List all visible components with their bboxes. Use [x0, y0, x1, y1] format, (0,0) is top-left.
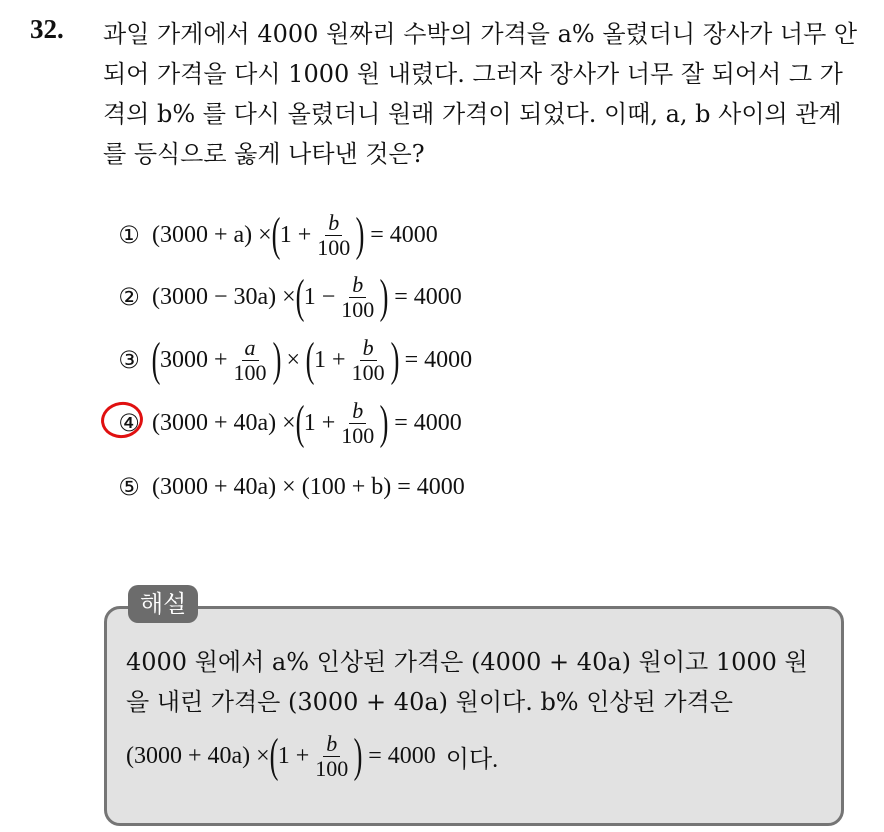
option-expression: (3000 + 40a) × (100 + b) = 4000 — [152, 473, 465, 500]
expr-tail: 이다. — [445, 746, 499, 773]
left-paren: ( — [151, 333, 161, 386]
expr-sign: 1 + — [314, 346, 346, 373]
expr-rhs: = 4000 — [404, 346, 473, 373]
fraction — [312, 732, 351, 781]
option-mark: ③ — [118, 346, 140, 374]
option-4[interactable] — [112, 395, 462, 451]
solution-text: 4000 원에서 a% 인상된 가격은 (4000 + 40a) 원이고 1000 원을 내린 가격은 (3000 + 40a) 원이다. b% 인상된 가격은 — [126, 648, 808, 716]
expr-head: (3000 + a) × — [152, 221, 272, 248]
fraction-numerator: b — [325, 211, 342, 236]
option-expression — [152, 208, 438, 261]
fraction — [314, 211, 353, 260]
option-expression — [152, 396, 462, 449]
option-expression — [151, 333, 473, 386]
question-number: 32. — [30, 14, 64, 44]
right-paren: ) — [379, 396, 389, 449]
fraction-numerator: b — [349, 399, 366, 424]
inner-fraction — [231, 336, 270, 385]
fraction-denominator: 100 — [233, 359, 267, 385]
question-text: 과일 가게에서 4000 원짜리 수박의 가격을 a% 올렸더니 장사가 너무 안 되어 가격을 다시 1000 원 내렸다. 그러자 장사가 너무 잘 되어서 그 가격의 b% 를 다시 올렸더니 원래 가격이 되었다. 이때, a, b 사이의 관계를 등식으로 옳게 나타낸 것은? — [103, 20, 858, 168]
expr-rhs: = 4000 — [394, 283, 462, 310]
expr-head: (3000 + 40a) × — [126, 742, 270, 769]
expr-rhs: = 4000 — [370, 221, 438, 248]
expr-sign: 1 + — [279, 221, 312, 248]
fraction-denominator: 100 — [341, 296, 375, 322]
right-paren: ) — [390, 333, 399, 386]
fraction-denominator: 100 — [351, 359, 385, 385]
fraction — [349, 336, 388, 385]
solution-equation — [126, 728, 498, 784]
right-paren: ) — [379, 270, 389, 323]
fraction-denominator: 100 — [341, 422, 375, 448]
option-2[interactable] — [112, 269, 462, 325]
expr-rhs: = 4000 — [394, 409, 462, 436]
expr-sign: 1 + — [303, 409, 336, 436]
left-paren: ( — [271, 208, 281, 261]
option-1[interactable] — [112, 207, 438, 263]
expr-rhs: = 4000 — [368, 742, 436, 769]
option-3[interactable] — [112, 332, 472, 388]
option-mark: ⑤ — [118, 473, 140, 501]
option-5[interactable] — [112, 459, 465, 515]
left-paren: ( — [295, 270, 305, 323]
right-paren: ) — [353, 729, 363, 782]
expr-sign: 1 + — [277, 742, 310, 769]
fraction-denominator: 100 — [317, 234, 351, 260]
option-mark: ② — [118, 283, 140, 311]
times-sign: × — [280, 346, 307, 373]
expr-sign: 1 − — [303, 283, 336, 310]
fraction-numerator: b — [360, 336, 377, 361]
right-paren: ) — [272, 333, 281, 386]
left-paren: ( — [295, 396, 305, 449]
option-mark: ① — [118, 221, 140, 249]
fraction — [338, 399, 377, 448]
option-mark: ④ — [118, 409, 140, 437]
fraction — [338, 273, 377, 322]
fraction-denominator: 100 — [315, 755, 349, 781]
fraction-numerator: b — [323, 732, 340, 757]
expr-head: (3000 + 40a) × — [152, 409, 296, 436]
left-paren: ( — [269, 729, 279, 782]
left-paren: ( — [305, 333, 315, 386]
right-paren: ) — [355, 208, 365, 261]
fraction-numerator: b — [349, 273, 366, 298]
fraction-numerator: a — [242, 336, 259, 361]
expr-head: (3000 − 30a) × — [152, 283, 296, 310]
option-expression — [152, 270, 462, 323]
solution-label: 해설 — [128, 585, 198, 623]
inner-head: 3000 + — [159, 346, 228, 373]
